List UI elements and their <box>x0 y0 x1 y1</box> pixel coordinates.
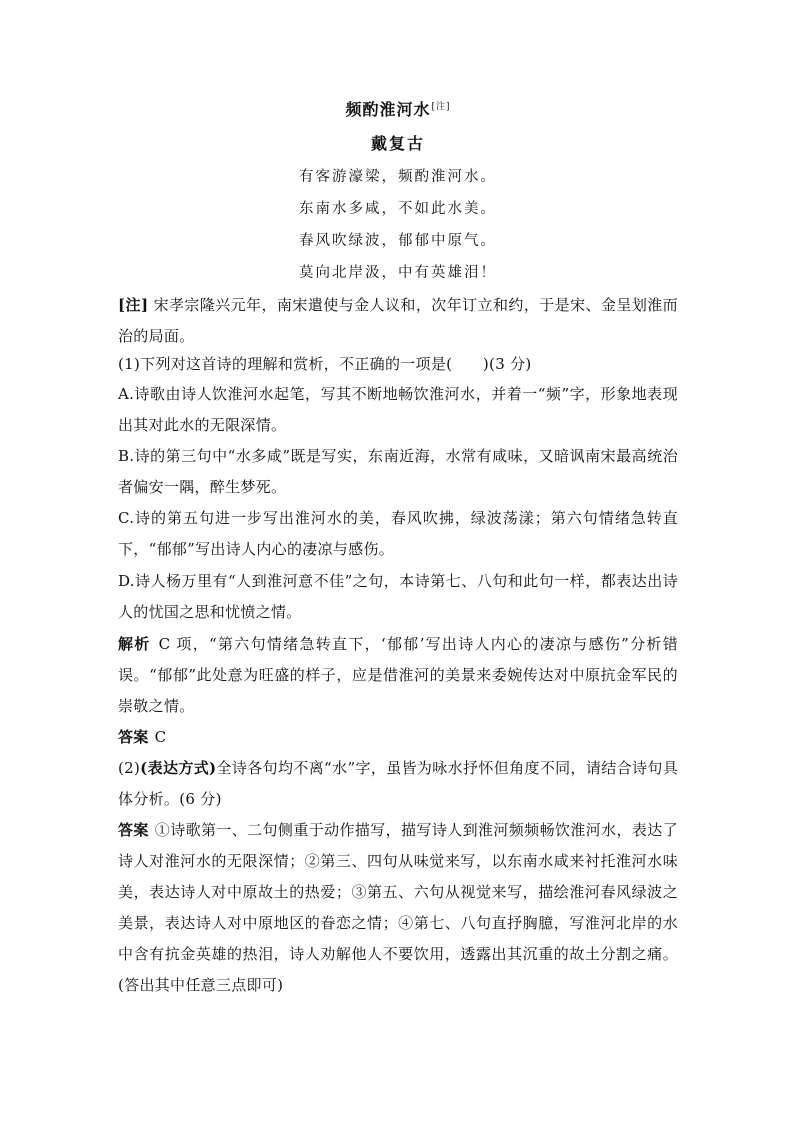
answer-label: 答案 <box>118 728 149 746</box>
question1-option-d: D.诗人杨万里有“人到淮河意不佳”之句，本诗第七、八句和此句一样，都表达出诗人的忧国之思和忧愤之情。 <box>118 572 678 621</box>
question1-option-a: A.诗歌由诗人饮淮河水起笔，写其不断地畅饮淮河水，并着一“频”字，形象地表现出其对此水的无限深情。 <box>118 385 678 434</box>
poem-line: 东南水多咸，不如此水美。 <box>299 201 497 217</box>
poem-title <box>118 97 678 120</box>
note-text: 宋孝宗隆兴元年，南宋遣使与金人议和，次年订立和约，于是宋、金呈划淮而治的局面。 <box>118 296 678 345</box>
note-tag: [注] <box>118 296 149 314</box>
poem-title-note-mark: [注] <box>431 101 451 112</box>
poem-author: 戴复古 <box>370 134 425 153</box>
analysis-text: C 项，“第六句情绪急转直下，‘郁郁’写出诗人内心的凄凉与感伤”分析错误。“郁郁”此处意为旺盛的样子，应是借淮河的美景来委婉传达对中原抗金军民的崇敬之情。 <box>118 635 678 715</box>
question1-stem: (1)下列对这首诗的理解和赏析，不正确的一项是( )(3 分) <box>118 355 532 373</box>
question2-text: 全诗各句均不离“水”字，虽皆为咏水抒怀但角度不同，请结合诗句具体分析。(6 分) <box>118 759 679 808</box>
question1-option-c: C.诗的第五句进一步写出淮河水的美，春风吹拂，绿波荡漾；第六句情绪急转直下，“郁郁”写出诗人内心的凄凉与感伤。 <box>118 509 678 558</box>
analysis-label: 解析 <box>118 635 151 653</box>
note-paragraph <box>118 290 678 352</box>
question1-analysis <box>118 629 678 722</box>
answer-text: ①诗歌第一、二句侧重于动作描写，描写诗人到淮河频频畅饮淮河水，表达了诗人对淮河水的无限深情；②第三、四句从味觉来写，以东南水咸来衬托淮河水味美，表达诗人对中原故土的热爱；③第五、六句从视觉来写，描绘淮河春风绿波之美景，表达诗人对中原地区的眷恋之情；④第七、八句直抒胸臆，写淮河北岸的水中含有抗金英雄的热泪，诗人劝解他人不要饮用，透露出其沉重的故土分割之痛。(答出其中任意三点即可) <box>118 821 678 994</box>
answer-text: C <box>154 728 167 746</box>
question1-option-b: B.诗的第三句中“水多咸”既是写实，东南近海，水常有咸味，又暗讽南宋最高统治者偏安一隅，醉生梦死。 <box>118 447 678 496</box>
poem-line: 有客游濠梁，频酌淮河水。 <box>299 169 497 185</box>
answer-label: 答案 <box>118 821 149 839</box>
question2-stem <box>118 753 678 815</box>
poem-line: 莫向北岸汲，中有英雄泪！ <box>299 265 497 281</box>
question2-answer <box>118 815 678 1001</box>
poem-line: 春风吹绿波，郁郁中原气。 <box>299 233 497 249</box>
question2-type: (表达方式) <box>140 759 217 777</box>
question1-answer <box>118 722 678 753</box>
poem-title-text: 频酌淮河水 <box>345 100 431 119</box>
question2-number: (2) <box>118 759 141 777</box>
